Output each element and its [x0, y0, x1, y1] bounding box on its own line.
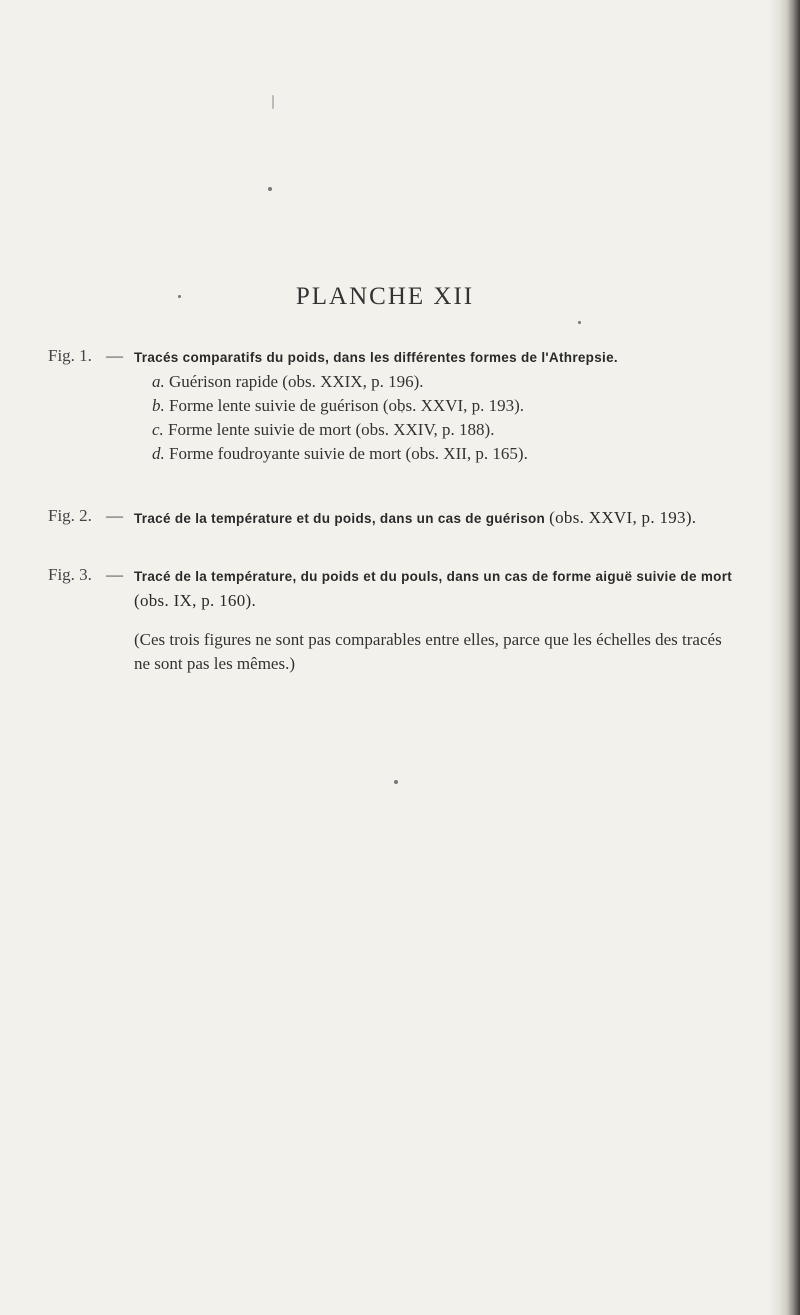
figure-1-label: Fig. 1.	[48, 346, 92, 365]
figure-1-caption	[48, 346, 734, 466]
item-text: Guérison rapide (obs. XXIX, p. 196).	[169, 372, 424, 391]
speck	[272, 95, 274, 109]
figure-2-heading-text: Tracé de la température et du poids, dans un cas de guérison	[134, 511, 546, 526]
figure-2-caption	[48, 506, 734, 531]
page-edge-shadow	[768, 0, 778, 1315]
figure-3-caption	[48, 565, 734, 614]
figure-3-dash: —	[106, 565, 123, 584]
figure-1-item-c	[134, 418, 734, 442]
figure-2-dash: —	[106, 506, 123, 525]
figure-3-label: Fig. 3.	[48, 565, 92, 584]
figure-1-item-b	[134, 394, 734, 418]
figure-3-heading-text: Tracé de la température, du poids et du pouls, dans un cas de forme aiguë suivie de mort	[134, 569, 733, 584]
item-text: Forme foudroyante suivie de mort (obs. XII, p. 165).	[169, 444, 528, 463]
figure-2-heading	[134, 506, 734, 531]
item-text: Forme lente suivie de guérison (obs. XXVI, p. 193).	[169, 396, 525, 415]
item-text: Forme lente suivie de mort (obs. XXIV, p. 188).	[168, 420, 495, 439]
figures-note: (Ces trois figures ne sont pas comparables entre elles, parce que les échelles des tracés ne sont pas les mêmes.)	[134, 630, 722, 673]
speck	[578, 321, 581, 324]
figure-2-reference: (obs. XXVI, p. 193).	[549, 508, 697, 527]
item-letter: a.	[152, 372, 165, 391]
page-edge	[778, 0, 800, 1315]
item-letter: b.	[152, 396, 165, 415]
speck	[268, 187, 272, 191]
plate-title: PLANCHE XII	[295, 283, 475, 310]
figure-1-dash: —	[106, 346, 123, 365]
figure-2-label: Fig. 2.	[48, 506, 92, 525]
item-letter: d.	[152, 444, 165, 463]
item-letter: c.	[152, 420, 164, 439]
speck	[394, 780, 398, 784]
figure-3-heading	[134, 565, 734, 614]
figure-3-reference: (obs. IX, p. 160).	[134, 591, 257, 610]
figure-1-item-d	[134, 442, 734, 466]
figure-1-item-a	[134, 370, 734, 394]
figure-1-heading: Tracés comparatifs du poids, dans les différentes formes de l'Athrepsie.	[134, 350, 618, 365]
